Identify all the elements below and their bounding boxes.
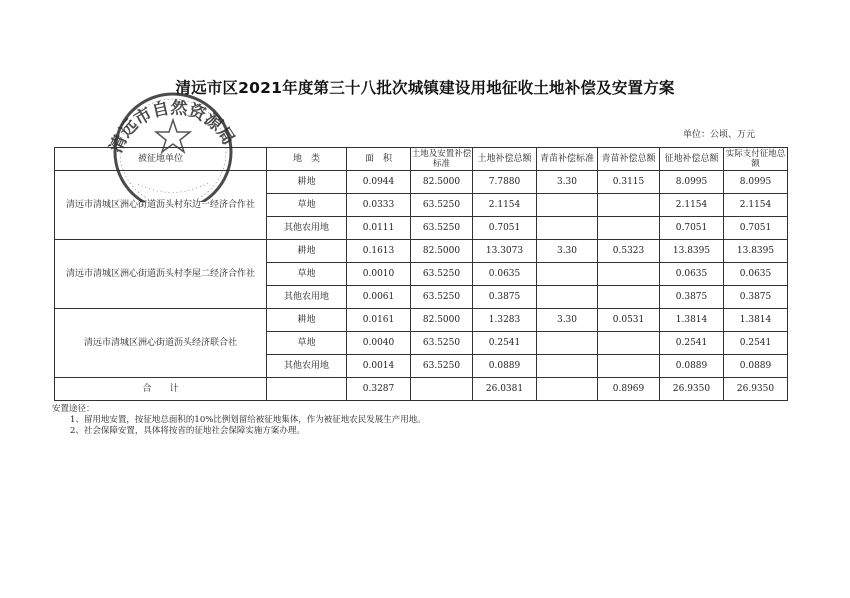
unit-name-cell: 清远市清城区洲心街道沥头村李屋二经济合作社 (55, 240, 267, 309)
land-comp-cell: 0.2541 (473, 332, 537, 355)
land-type-cell: 耕地 (267, 309, 347, 332)
crop-std-cell (537, 217, 598, 240)
actual-cell: 0.7051 (724, 217, 788, 240)
crop-total-cell (598, 286, 660, 309)
actual-cell: 26.9350 (724, 378, 788, 401)
standard-cell: 82.5000 (411, 171, 473, 194)
crop-std-cell: 3.30 (537, 309, 598, 332)
total-cell: 1.3814 (660, 309, 724, 332)
crop-total-cell (598, 355, 660, 378)
area-cell: 0.0040 (347, 332, 411, 355)
table-row (55, 240, 788, 263)
svg-text:清远市自然资源局: 清远市自然资源局 (106, 98, 239, 156)
crop-std-cell: 3.30 (537, 240, 598, 263)
crop-std-cell (537, 263, 598, 286)
land-comp-cell: 26.0381 (473, 378, 537, 401)
total-cell: 0.7051 (660, 217, 724, 240)
total-cell: 13.8395 (660, 240, 724, 263)
land-type-cell (267, 378, 347, 401)
notes-item: 1、留用地安置，按征地总面积的10%比例划留给被征地集体，作为被征地农民发展生产用地。 (70, 415, 426, 425)
area-cell: 0.3287 (347, 378, 411, 401)
standard-cell: 63.5250 (411, 217, 473, 240)
total-cell: 0.0635 (660, 263, 724, 286)
standard-cell (411, 378, 473, 401)
header-cell: 土地补偿总额 (473, 148, 537, 171)
total-cell: 2.1154 (660, 194, 724, 217)
unit-label: 单位：公顷、万元 (682, 130, 755, 140)
land-type-cell: 草地 (267, 263, 347, 286)
crop-total-cell (598, 263, 660, 286)
notes-item: 2、社会保障安置，具体将按省的征地社会保障实施方案办理。 (70, 426, 305, 436)
land-comp-cell: 0.0635 (473, 263, 537, 286)
total-label-cell: 合 计 (55, 378, 267, 401)
crop-std-cell (537, 332, 598, 355)
compensation-table (54, 147, 788, 401)
land-comp-cell: 2.1154 (473, 194, 537, 217)
crop-total-cell: 0.3115 (598, 171, 660, 194)
crop-std-cell (537, 378, 598, 401)
area-cell: 0.0111 (347, 217, 411, 240)
area-cell: 0.0333 (347, 194, 411, 217)
land-type-cell: 其他农用地 (267, 286, 347, 309)
header-cell: 土地及安置补偿标准 (411, 149, 472, 169)
land-comp-cell: 0.3875 (473, 286, 537, 309)
standard-cell: 63.5250 (411, 263, 473, 286)
actual-cell: 0.0889 (724, 355, 788, 378)
land-comp-cell: 1.3283 (473, 309, 537, 332)
standard-cell: 82.5000 (411, 309, 473, 332)
actual-cell: 8.0995 (724, 171, 788, 194)
header-cell: 地 类 (267, 148, 347, 171)
area-cell: 0.0161 (347, 309, 411, 332)
notes-section (52, 404, 426, 437)
crop-std-cell (537, 194, 598, 217)
total-cell: 8.0995 (660, 171, 724, 194)
table-row (55, 309, 788, 332)
actual-cell: 0.2541 (724, 332, 788, 355)
area-cell: 0.0014 (347, 355, 411, 378)
notes-heading: 安置途径： (52, 404, 95, 414)
standard-cell: 63.5250 (411, 194, 473, 217)
area-cell: 0.0061 (347, 286, 411, 309)
document-title: 清远市区2021年度第三十八批次城镇建设用地征收土地补偿及安置方案 (175, 79, 675, 97)
actual-cell: 2.1154 (724, 194, 788, 217)
actual-cell: 0.3875 (724, 286, 788, 309)
unit-name-cell: 清远市清城区洲心街道沥头村东边一经济合作社 (55, 171, 267, 240)
total-cell: 26.9350 (660, 378, 724, 401)
table-row (55, 171, 788, 194)
total-row (55, 378, 788, 401)
crop-total-cell (598, 332, 660, 355)
standard-cell: 63.5250 (411, 355, 473, 378)
header-cell: 青苗补偿总额 (598, 148, 660, 171)
total-cell: 0.0889 (660, 355, 724, 378)
land-type-cell: 草地 (267, 194, 347, 217)
standard-cell: 82.5000 (411, 240, 473, 263)
land-type-cell: 耕地 (267, 171, 347, 194)
total-cell: 0.2541 (660, 332, 724, 355)
header-cell: 被征地单位 (55, 148, 267, 171)
standard-cell: 63.5250 (411, 332, 473, 355)
actual-cell: 0.0635 (724, 263, 788, 286)
crop-total-cell: 0.8969 (598, 378, 660, 401)
header-row (55, 148, 788, 171)
land-comp-cell: 0.7051 (473, 217, 537, 240)
crop-total-cell: 0.0531 (598, 309, 660, 332)
crop-total-cell (598, 217, 660, 240)
area-cell: 0.1613 (347, 240, 411, 263)
crop-std-cell (537, 355, 598, 378)
total-cell: 0.3875 (660, 286, 724, 309)
unit-name-cell: 清远市清城区洲心街道沥头经济联合社 (55, 309, 267, 378)
crop-total-cell: 0.5323 (598, 240, 660, 263)
land-type-cell: 其他农用地 (267, 217, 347, 240)
land-type-cell: 耕地 (267, 240, 347, 263)
actual-cell: 13.8395 (724, 240, 788, 263)
land-comp-cell: 7.7880 (473, 171, 537, 194)
land-comp-cell: 13.3073 (473, 240, 537, 263)
header-cell: 面 积 (347, 148, 411, 171)
area-cell: 0.0010 (347, 263, 411, 286)
header-cell: 征地补偿总额 (660, 148, 724, 171)
crop-std-cell (537, 286, 598, 309)
actual-cell: 1.3814 (724, 309, 788, 332)
crop-total-cell (598, 194, 660, 217)
land-type-cell: 其他农用地 (267, 355, 347, 378)
land-type-cell: 草地 (267, 332, 347, 355)
header-cell: 实际支付征地总额 (724, 148, 788, 171)
land-comp-cell: 0.0889 (473, 355, 537, 378)
standard-cell: 63.5250 (411, 286, 473, 309)
header-cell: 青苗补偿标准 (537, 148, 598, 171)
area-cell: 0.0944 (347, 171, 411, 194)
crop-std-cell: 3.30 (537, 171, 598, 194)
